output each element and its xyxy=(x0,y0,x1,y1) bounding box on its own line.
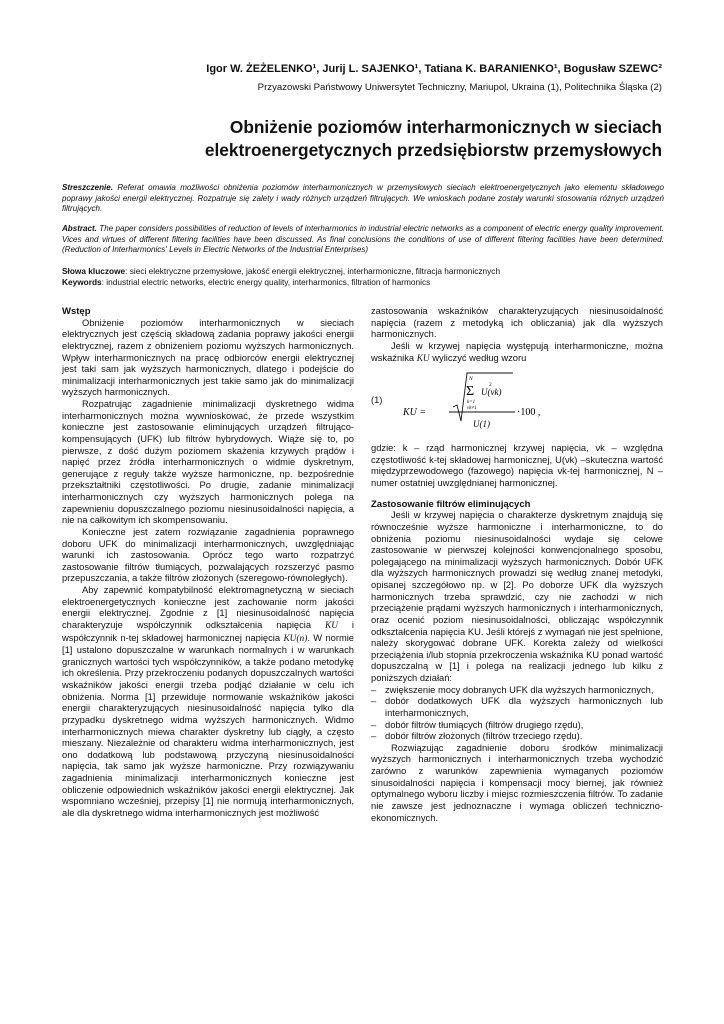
equation-1 xyxy=(371,369,663,439)
abstract-english-text: The paper considers possibilities of reduction of levels of interharmonics in industrial electric networks as a component of electric energy quality improvement. Vices and virtues of different filtering facilities have been discussed. As final conclusions the conditions of use of different filtering facilities have been determined. (Reduction of Interharmonics' Levels in Electric Networks of the Industrial Enterprises) xyxy=(62,224,664,254)
equation-number: (1) xyxy=(371,395,383,406)
equation-denominator: U(1) xyxy=(473,419,490,430)
equation-square: 2 xyxy=(489,382,492,389)
equation-formula xyxy=(403,369,643,439)
sqrt-sign xyxy=(453,373,513,421)
symbol-ku: KU xyxy=(416,353,430,364)
abstract-english-label: Abstract. xyxy=(62,224,97,233)
abstract-polish xyxy=(62,183,664,215)
paragraph xyxy=(62,585,354,820)
spacer xyxy=(371,490,663,499)
list-item: – dobór filtrów tłumiących (filtrów drugiego rzędu), xyxy=(371,720,663,732)
section-heading-intro: Wstęp xyxy=(62,306,91,317)
paragraph: Obniżenie poziomów interharmonicznych w sieciach elektrycznych jest częścią składową zadania poprawy jakości energii elektrycznej, razem z obniżeniem poziomu wyższych harmonicznych. Wpływ interharmonicznych na pracę odbiorców energii elektrycznej jest taki sam jak wyższych harmonicznych, dlatego i podejście do minimalizacji interharmonicznych jest takie samo jak do minimalizacji wyższych harmonicznych. xyxy=(62,317,354,398)
keywords-polish-text: : sieci elektryczne przemysłowe, jakość energii elektrycznej, interharmoniczne, filtracja harmonicznych xyxy=(125,266,501,276)
symbol-kun: KU(n) xyxy=(283,633,308,644)
abstract-polish-label: Streszczenie. xyxy=(62,183,113,192)
paragraph: Rozpatrując zagadnienie minimalizacji dyskretnego widma interharmonicznych można wywnioskować, że przede wszystkim konieczne jest zastosowanie eliminujących urządzeń filtrująco-kompensujących (UFK) lub filtrów hybrydowych. Wiąże się to, po pierwsze, z dość dużym poziomem skażenia krzywych prądów i napięć przez źródła interharmonicznych o widmie dyskretnym, generujące z reguły także wyższe harmoniczne, np. bezpośrednie przekształtniki częstotliwości. Po drugie, zadanie minimalizacji interharmonicznych czy wyższych harmonicznych polega na zapewnieniu dopuszczalnego poziomu niesinusoidalności napięcia, a nie na całkowitym ich skompensowaniu. xyxy=(62,399,354,526)
left-column xyxy=(62,306,354,820)
title-line-2: elektroenergetycznych przedsiębiorstw przemysłowych xyxy=(204,140,662,160)
list-item: – zwiększenie mocy dobranych UFK dla wyższych harmonicznych, xyxy=(371,685,663,697)
abstract-english xyxy=(62,224,664,256)
list-item: – dobór dodatkowych UFK dla wyższych harmonicznych lub interharmonicznych, xyxy=(371,696,663,719)
paragraph-part: Aby zapewnić kompatybilność elektromagnetyczną w sieciach elektroenergetycznych konieczne jest zachowanie norm jakości energii elektrycznej. Zgodnie z [1] niesinusoidalność napięcia charakteryzuje współczynnik odkształcenia napięcia xyxy=(62,585,354,630)
paragraph: zastosowania wskaźników charakteryzujących niesinusoidalność napięcia (razem z metodyką ich obliczania) jak dla wyższych harmonicznych. xyxy=(371,306,663,340)
title-line-1: Obniżenie poziomów interharmonicznych w sieciach xyxy=(229,117,662,137)
keywords-polish xyxy=(62,266,672,277)
authors-line: Igor W. ŻEŻELENKO¹, Jurij L. SAJENKO¹, Tatiana K. BARANIENKO¹, Bogusław SZEWC² xyxy=(206,63,662,75)
paragraph: gdzie: k – rząd harmonicznej krzywej napięcia, νk – względna częstotliwość k-tej składowej harmonicznej, U(νk) –skuteczna wartość międzyprzewodowego (fazowego) napięcia νk-tej harmonicznej, N – numer ostatniej uwzględnianej harmonicznej. xyxy=(371,443,663,488)
affiliation-line: Przyazowski Państwowy Uniwersytet Techniczny, Mariupol, Ukraina (1), Politechnika Śląska (2) xyxy=(257,82,662,93)
equation-lhs: KU = xyxy=(403,407,427,419)
keywords-english-label: Keywords xyxy=(62,277,102,287)
sum-symbol: Σ xyxy=(466,384,475,400)
keywords-english-text: : industrial electric networks, electric energy quality, interharmonics, filtration of harmonics xyxy=(101,277,431,287)
sum-lower-limit-2: νk≠1 xyxy=(467,406,477,412)
sum-upper-limit: N xyxy=(469,376,473,383)
right-column xyxy=(371,306,663,824)
section-heading-filters: Zastosowanie filtrów eliminujących xyxy=(371,498,531,510)
paragraph xyxy=(371,341,663,365)
symbol-ku: KU xyxy=(325,620,338,631)
paragraph: Jeśli w krzywej napięcia o charakterze dyskretnym znajdują się równocześnie wyższe harmoniczne i interharmoniczne, to do obniżenia poziomu niesinusoidalności wydaje się celowe zastosowanie w pierwszej kolejności konwencjonalnego sposobu, polegającego na minimalizacji wyższych harmonicznych. Dobór UFK dla wyższych harmonicznych prowadzi się według znanej metodyki, opisanej szczegółowo np. w [2]. Po doborze UFK dla wyższych harmonicznych trzeba sprawdzić, czy nie zachodzi w nich przeciążenie prądami wyższych harmonicznych i interharmonicznych, oraz ocenić poziom niesinusoidalności, obliczając współczynnik odkształcenia napięcia KU. Jeśli którejś z wymagań nie jest spełnione, należy skorygować dobrane UFK. Korekta zależy od wielkości przeciążenia i/lub stopnia przekroczenia wskaźnika KU ponad wartość dopuszczalną w [1] i polega na realizacji jednego lub kilku z poniższych działań: xyxy=(371,510,663,683)
sum-lower-limit-1: k=1 xyxy=(467,400,476,406)
list-item: – dobór filtrów złożonych (filtrów trzeciego rzędu). xyxy=(371,731,663,743)
paragraph-part: wyliczyć według wzoru xyxy=(429,352,527,363)
abstract-polish-text: Referat omawia możliwości obniżenia poziomów interharmonicznych w przemysłowych sieciach elektroenergetycznych jako elementu składowego poprawy jakości energii elektrycznej. Rozpatruje się zalety i wady różnych urządzeń filtrujących. We wnioskach podane zostały warunki stosowania różnych urządzeń filtrujących. xyxy=(62,183,664,213)
paper-title xyxy=(102,116,662,162)
keywords-polish-label: Słowa kluczowe xyxy=(62,266,126,276)
paragraph-part: . W normie [1] ustalono dopuszczalne w warunkach normalnych i w warunkach granicznych wartości tych współczynników, a także podano metodykę ich określenia. Przy przekroczeniu podanych dopuszczalnych wartości wskaźników jakości energii trzeba podjąć działanie w celu ich obniżenia. Norma [1] przewiduje normowanie wskaźników jakości energii charakteryzujących niesinusoidalność napięcia tylko dla przypadku dyskretnego widma wyższych harmonicznych. Widmo interharmonicznych miewa charakter dyskretny lub ciągły, a często mieszany. Niezależnie od charakteru widma interharmonicznych, jest ono dodatkową lub podstawową przyczyną niesinusoidalności napięcia, tak samo jak wyższe harmoniczne. Przy rozwiązywaniu zagadnienia minimalizacji interharmonicznych konieczne jest obliczenie odpowiednich wskaźników jakości energii elektrycznej. Jak wspomniano wcześniej, przepisy [1] nie normują interharmonicznych, ale dla dyskretnego widma interharmonicznych jest możliwość xyxy=(62,632,355,818)
paragraph-part: i współczynnik n-tej składowej harmonicznej napięcia xyxy=(62,619,354,643)
paragraph: Rozwiązując zagadnienie doboru środków minimalizacji wyższych harmonicznych i interharmonicznych trzeba wychodzić zarówno z warunków zapewnienia wymaganych poziomów sinusoidalności napięcia i kompensacji mocy biernej, jak również optymalnego wyboru liczby i miejsc rozmieszczenia filtrów. To zadanie nie zawsze jest jednoznaczne i wymaga obliczeń techniczno-ekonomicznych. xyxy=(371,742,663,823)
keywords-english xyxy=(62,277,672,288)
equation-numerator: U(νk) xyxy=(481,387,502,398)
equation-tail: ·100 , xyxy=(517,407,541,419)
action-list xyxy=(371,685,663,743)
paragraph: Konieczne jest zatem rozwiązanie zagadnienia poprawnego doboru UFK do minimalizacji interharmonicznych, uwzględniając warunki ich zastosowania. Oprócz tego warto rozpatrzyć zastosowanie filtrów tłumiących, pozwalających rozszerzyć pasmo przepuszczania, a także filtrów złożonych (szeregowo-równoległych). xyxy=(62,526,354,584)
paragraph-part: Jeśli w krzywej napięcia występują interharmoniczne, można wskaźnika xyxy=(371,340,663,363)
